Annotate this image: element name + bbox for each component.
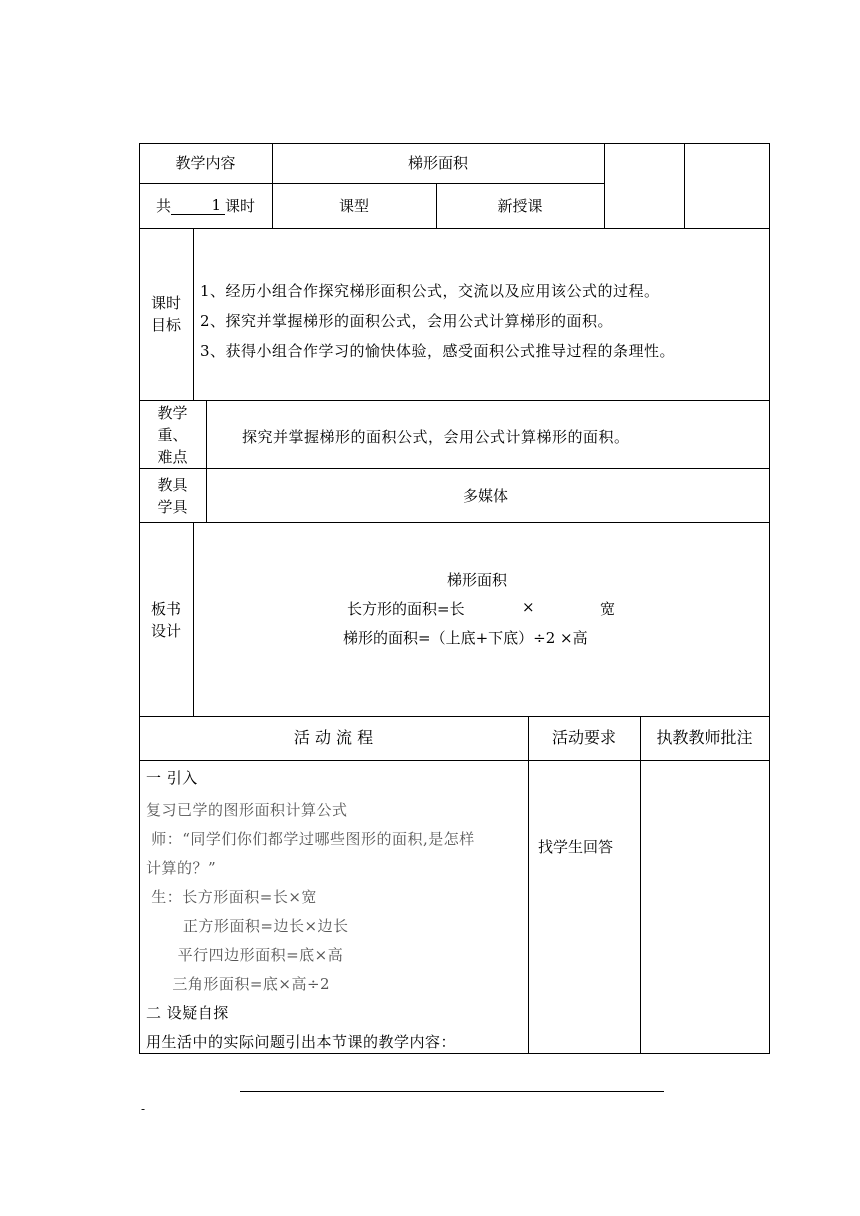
flow-line: 师：“同学们你们都学过哪些图形的面积,是怎样 (146, 830, 475, 848)
flow-line: 正方形面积=边长×边长 (146, 917, 349, 935)
flow-header-requirement: 活动要求 (551, 728, 616, 748)
tools-label-line2: 学具 (157, 497, 188, 516)
tools-label-line1: 教具 (157, 475, 188, 494)
table-border (193, 522, 194, 717)
table-border (139, 760, 770, 761)
board-label (139, 596, 193, 644)
objective-item: 1、经历小组合作探究梯形面积公式，交流以及应用该公式的过程。 (200, 282, 660, 300)
table-border (139, 400, 770, 401)
objectives-label-line1: 课时 (150, 294, 181, 312)
board-label-line1: 板书 (150, 600, 181, 618)
table-border (769, 143, 770, 229)
table-border (604, 143, 605, 229)
objectives-list (200, 276, 675, 366)
flow-line: 平行四边形面积=底×高 (146, 946, 344, 964)
board-line2: 梯形的面积=（上底+下底）÷2 ×高 (343, 629, 588, 647)
board-line1-b: × (522, 598, 535, 616)
content-label: 教学内容 (175, 154, 236, 172)
tools-label (139, 469, 206, 522)
content-value: 梯形面积 (407, 154, 468, 172)
table-border (640, 716, 641, 1054)
objective-item: 3、获得小组合作学习的愉快体验，感受面积公式推导过程的条理性。 (200, 342, 676, 360)
table-border (769, 228, 770, 716)
board-label-line2: 设计 (150, 622, 181, 640)
board-line1-a: 长方形的面积=长 (347, 600, 465, 618)
flow-line: 用生活中的实际问题引出本节课的教学内容： (146, 1033, 457, 1051)
footer-rule (240, 1091, 664, 1092)
flow-line: 一 引入 (146, 769, 198, 787)
footer-mark: - (141, 1102, 146, 1116)
objectives-label-line2: 目标 (150, 316, 181, 334)
hours-value: 1 (171, 196, 225, 215)
key-points-label-line2: 重、 (157, 425, 188, 444)
table-border (684, 143, 685, 229)
flow-line: 三角形面积=底×高÷2 (146, 975, 331, 993)
hours-prefix: 共 (155, 196, 171, 215)
tools-text: 多媒体 (463, 487, 509, 505)
table-border (769, 716, 770, 1054)
key-points-label-line3: 难点 (157, 447, 188, 466)
board-line1-c: 宽 (600, 600, 616, 618)
flow-line: 二 设疑自探 (146, 1004, 229, 1022)
table-border (139, 228, 770, 229)
objective-item: 2、探究并掌握梯形的面积公式，会用公式计算梯形的面积。 (200, 312, 614, 330)
flow-line: 生：长方形面积=长×宽 (146, 888, 317, 906)
flow-content (146, 767, 475, 1057)
key-points-label (139, 401, 206, 468)
flow-line: 复习已学的图形面积计算公式 (146, 801, 348, 819)
table-border (528, 716, 529, 1054)
key-points-label-line1: 教学 (157, 403, 188, 422)
flow-header-process: 活 动 流 程 (293, 728, 374, 748)
table-border (139, 716, 140, 1054)
hours-suffix: 课时 (225, 196, 256, 215)
type-label: 课型 (338, 196, 369, 215)
table-border (206, 400, 207, 523)
table-border (193, 228, 194, 401)
objectives-label (139, 290, 193, 338)
flow-line: 计算的？” (146, 859, 217, 877)
board-title: 梯形面积 (447, 571, 508, 589)
table-border (139, 468, 770, 469)
key-points-text: 探究并掌握梯形的面积公式，会用公式计算梯形的面积。 (242, 428, 630, 446)
flow-header-notes: 执教教师批注 (656, 728, 753, 748)
type-value: 新授课 (497, 196, 543, 215)
hours-cell (139, 183, 272, 228)
flow-requirement: 找学生回答 (538, 838, 614, 856)
table-border (139, 522, 770, 523)
